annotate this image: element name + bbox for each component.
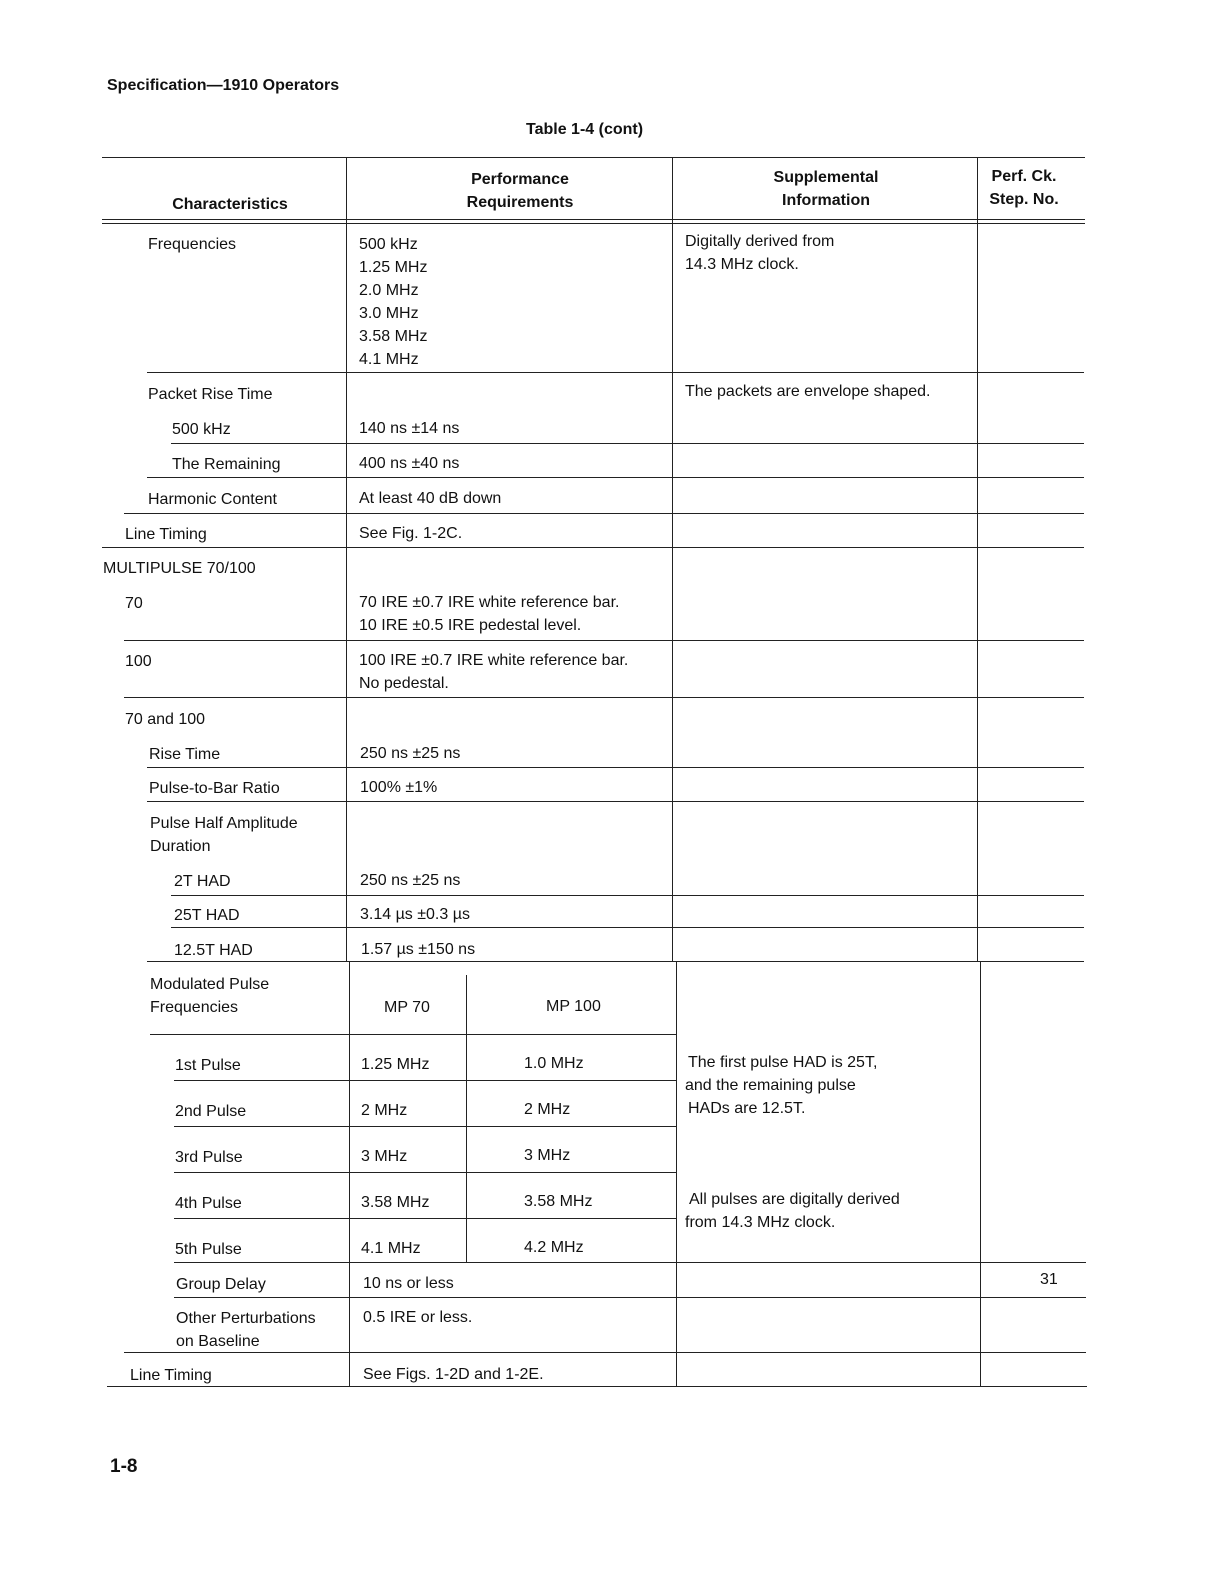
mod-pulse-info-derived: All pulses are digitally derived from 14.3 MHz clock. (685, 1191, 900, 1231)
pulse-label: 5th Pulse (175, 1241, 242, 1258)
pulse-bar-value: 100% ±1% (360, 779, 438, 796)
group-delay-value: 10 ns or less (363, 1275, 454, 1292)
pulse-label: 4th Pulse (175, 1195, 242, 1212)
had-2t-value: 250 ns ±25 ns (360, 872, 461, 889)
line-timing-1-value: See Fig. 1-2C. (359, 525, 463, 542)
pulse-mp70-value: 3 MHz (361, 1148, 408, 1165)
row-label-mp70: 70 (125, 595, 143, 612)
mod-pulse-info-had: The first pulse HAD is 25T, and the remaining pulse HADs are 12.5T. (685, 1054, 878, 1117)
rise-time-value: 250 ns ±25 ns (360, 745, 461, 762)
row-label-2t-had: 2T HAD (174, 873, 231, 890)
pulse-mp100-value: 2 MHz (524, 1101, 571, 1118)
col-header-performance: Performance Requirements (466, 171, 574, 211)
page-number: 1-8 (110, 1456, 138, 1477)
mp70-col-header: MP 70 (384, 999, 430, 1016)
group-delay-step-no: 31 (1040, 1271, 1058, 1288)
row-label-70-and-100: 70 and 100 (125, 711, 206, 728)
row-label-multipulse: MULTIPULSE 70/100 (103, 560, 256, 577)
mp100-values: 100 IRE ±0.7 IRE white reference bar. No pedestal. (359, 652, 629, 692)
row-label-rise-remaining: The Remaining (172, 456, 281, 473)
row-label-other-perturbations: Other Perturbations on Baseline (176, 1310, 316, 1350)
had-25t-value: 3.14 µs ±0.3 µs (360, 906, 470, 923)
pulse-mp70-value: 3.58 MHz (361, 1194, 430, 1211)
pulse-mp70-value: 1.25 MHz (361, 1056, 430, 1073)
row-label-mp100: 100 (125, 653, 152, 670)
pulse-mp100-value: 1.0 MHz (524, 1055, 584, 1072)
row-label-frequencies: Frequencies (148, 236, 237, 253)
pulse-label: 1st Pulse (175, 1057, 241, 1074)
pulse-mp100-value: 3.58 MHz (524, 1193, 593, 1210)
row-label-125t-had: 12.5T HAD (174, 942, 253, 959)
col-header-supplemental: Supplemental Information (773, 169, 879, 209)
row-label-line-timing-2: Line Timing (130, 1367, 212, 1384)
pulse-label: 2nd Pulse (175, 1103, 247, 1120)
row-label-harmonic: Harmonic Content (148, 491, 277, 508)
row-label-packet-rise: Packet Rise Time (148, 386, 273, 403)
row-label-pulse-bar: Pulse-to-Bar Ratio (149, 780, 280, 797)
pulse-label: 3rd Pulse (175, 1149, 243, 1166)
frequencies-info: Digitally derived from 14.3 MHz clock. (685, 233, 835, 273)
mp70-values: 70 IRE ±0.7 IRE white reference bar. 10 IRE ±0.5 IRE pedestal level. (359, 594, 620, 634)
row-label-25t-had: 25T HAD (174, 907, 240, 924)
row-label-pulse-half: Pulse Half Amplitude Duration (150, 815, 298, 855)
rise-remaining-value: 400 ns ±40 ns (359, 455, 460, 472)
pulse-mp70-value: 2 MHz (361, 1102, 408, 1119)
row-label-group-delay: Group Delay (176, 1276, 266, 1293)
row-label-line-timing-1: Line Timing (125, 526, 207, 543)
other-perturbations-value: 0.5 IRE or less. (363, 1309, 473, 1326)
pulse-mp100-value: 4.2 MHz (524, 1239, 584, 1256)
col-header-characteristics: Characteristics (172, 196, 288, 213)
table-title: Table 1-4 (cont) (526, 121, 644, 138)
rise-500-value: 140 ns ±14 ns (359, 420, 460, 437)
mp100-col-header: MP 100 (546, 998, 601, 1015)
row-label-mod-pulse: Modulated Pulse Frequencies (150, 976, 270, 1016)
col-header-perf-step: Perf. Ck. Step. No. (989, 168, 1059, 208)
packet-rise-info: The packets are envelope shaped. (685, 383, 931, 400)
had-125t-value: 1.57 µs ±150 ns (361, 941, 476, 958)
row-label-rise-500: 500 kHz (172, 421, 231, 438)
pulse-mp100-value: 3 MHz (524, 1147, 571, 1164)
line-timing-2-value: See Figs. 1-2D and 1-2E. (363, 1366, 544, 1383)
pulse-mp70-value: 4.1 MHz (361, 1240, 421, 1257)
frequency-values: 500 kHz 1.25 MHz 2.0 MHz 3.0 MHz 3.58 MHz 4.1 MHz (359, 236, 428, 368)
row-label-rise-time: Rise Time (149, 746, 221, 763)
page-header: Specification—1910 Operators (107, 77, 340, 94)
harmonic-value: At least 40 dB down (359, 490, 502, 507)
